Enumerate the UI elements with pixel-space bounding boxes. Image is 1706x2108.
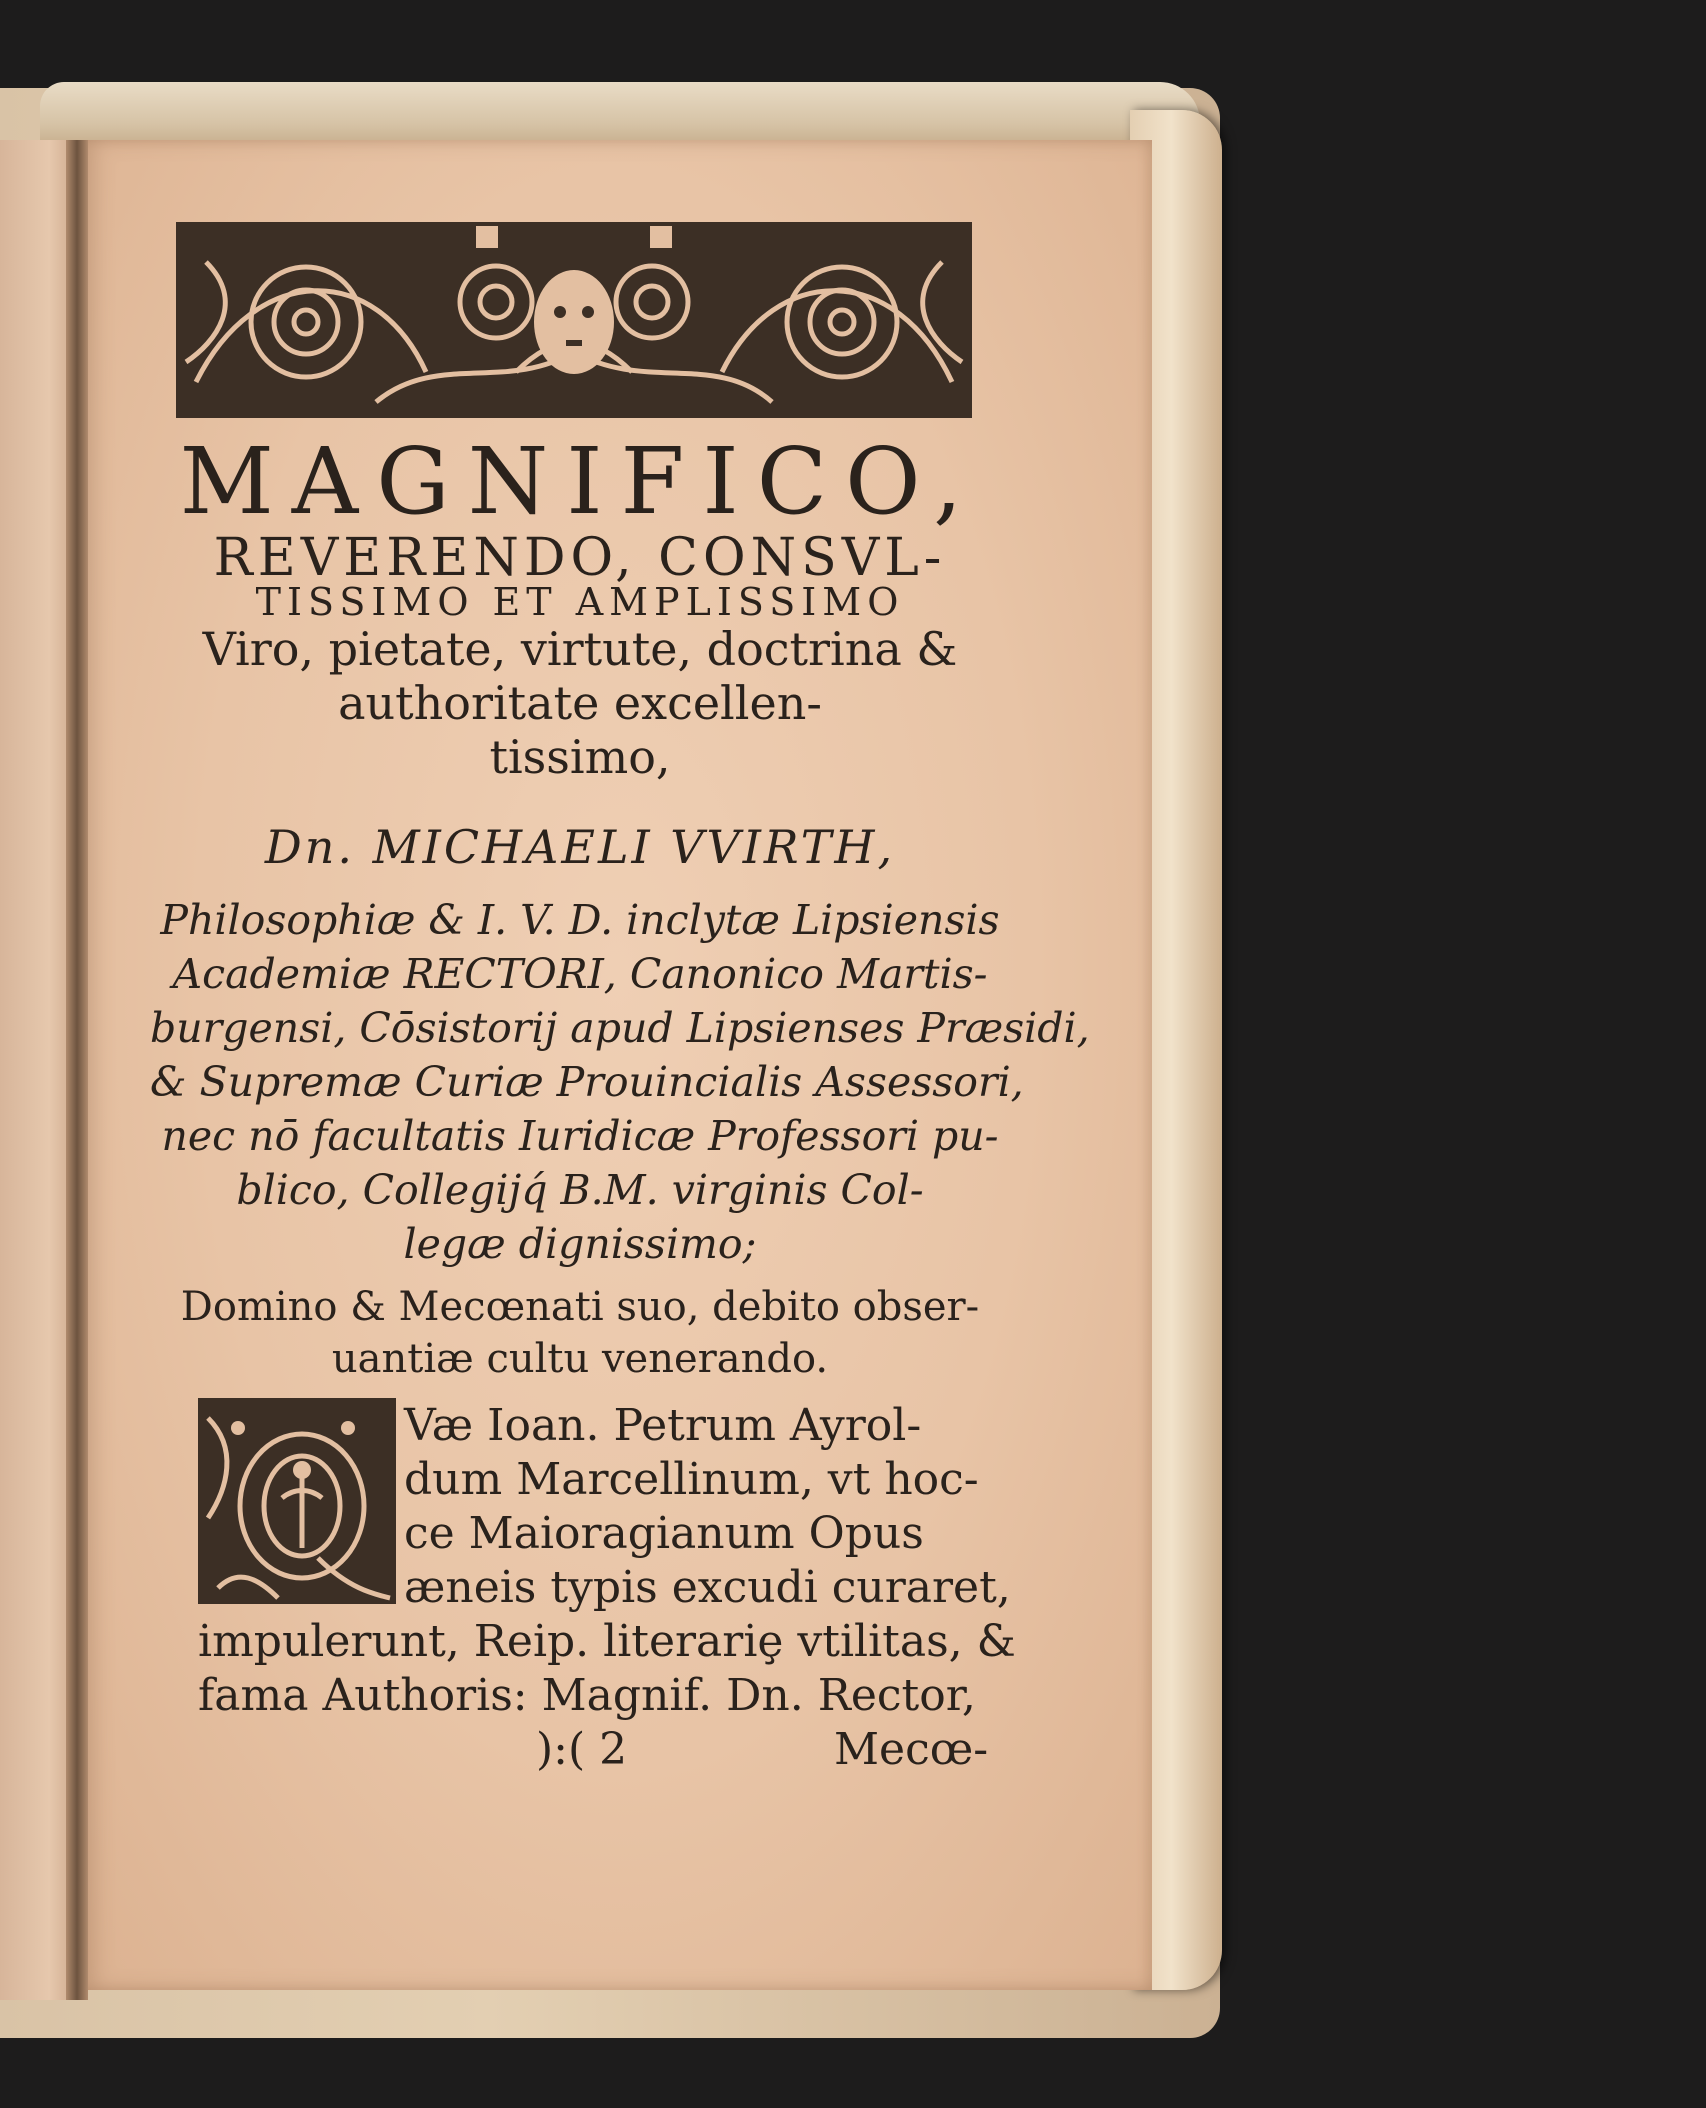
body-line: Væ Ioan. Petrum Ayrol- [404, 1400, 922, 1451]
italic-line: burgensi, Cōsistorij apud Lipsienses Præsidi, [150, 1004, 1090, 1052]
italic-line: legæ dignissimo; [403, 1220, 757, 1268]
italic-line: & Supremæ Curiæ Prouincialis Assessori, [150, 1058, 1024, 1106]
signature-mark: ):( 2 [536, 1724, 628, 1775]
dedicatee-name: Dn. MICHAELI VVIRTH, [264, 820, 896, 874]
decorated-initial-q [198, 1398, 396, 1604]
roman-line-3: tissimo, [489, 730, 671, 784]
body-line: impulerunt, Reip. literariȩ vtilitas, & [198, 1616, 1016, 1667]
body-line: fama Authoris: Magnif. Dn. Rector, [198, 1670, 976, 1721]
body-line: ce Maioragianum Opus [404, 1508, 924, 1559]
title-magnifico: MAGNIFICO, [179, 428, 981, 535]
title-tissimo: TISSIMO ET AMPLISSIMO [255, 580, 905, 624]
body-line: dum Marcellinum, vt hoc- [404, 1454, 979, 1505]
catchword: Mecœ- [834, 1724, 989, 1775]
page-gutter [66, 140, 88, 2000]
dedicatee-line: Domino & Mecœnati suo, debito obser- [180, 1284, 980, 1330]
italic-line: blico, Collegijq́ B.M. virginis Col- [236, 1166, 924, 1214]
body-line: æneis typis excudi curaret, [404, 1562, 1011, 1613]
italic-line: nec nō facultatis Iuridicæ Professori pu- [161, 1112, 999, 1160]
roman-line-1: Viro, pietate, virtute, doctrina & [202, 622, 958, 676]
title-reverendo: REVERENDO, CONSVL- [213, 528, 947, 588]
italic-line: Philosophiæ & I. V. D. inclytæ Lipsiensis [160, 896, 1000, 944]
woodcut-headpiece [176, 222, 972, 418]
roman-line-2: authoritate excellen- [338, 676, 822, 730]
italic-line: Academiæ RECTORI, Canonico Martis- [172, 950, 988, 998]
dedicatee-line: uantiæ cultu venerando. [331, 1336, 829, 1382]
